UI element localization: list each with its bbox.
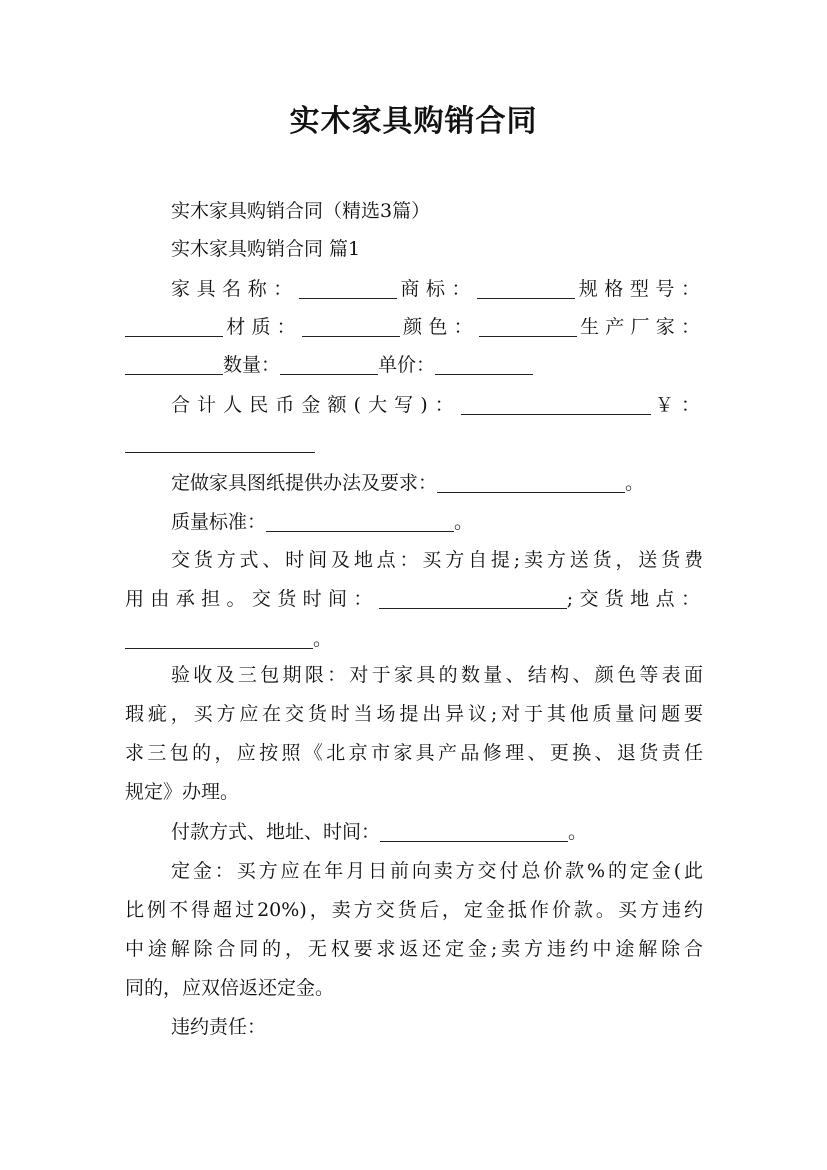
custom-drawing-blank xyxy=(437,468,625,493)
quantity-blank xyxy=(280,350,378,375)
payment-label: 付款方式、地址、时间： xyxy=(171,821,381,843)
payment-line xyxy=(125,813,703,851)
quality-period: 。 xyxy=(454,511,474,533)
deposit-line-2: 比例不得超过20%)，卖方交货后，定金抵作价款。买方违约 xyxy=(125,899,703,921)
delivery-time-label: 用由承担。交货时间： xyxy=(125,588,379,610)
deposit-line-1: 定金：买方应在年月日前向卖方交付总价款%的定金(此 xyxy=(171,860,703,882)
document-title: 实木家具购销合同 xyxy=(289,104,538,139)
color-label: 颜色： xyxy=(399,316,479,338)
furniture-name-label: 家具名称： xyxy=(171,278,299,300)
custom-drawing-label: 定做家具图纸提供办法及要求： xyxy=(171,472,438,494)
deposit-line-3: 中途解除合同的，无权要求返还定金;卖方违约中途解除合 xyxy=(125,938,703,960)
material-label: 材质： xyxy=(223,316,302,338)
acceptance-line-3: 求三包的，应按照《北京市家具产品修理、更换、退货责任 xyxy=(125,742,703,764)
total-amount-line xyxy=(125,386,703,424)
acceptance-line-1: 验收及三包期限：对于家具的数量、结构、颜色等表面 xyxy=(171,664,703,686)
delivery-period: 。 xyxy=(313,628,333,650)
payment-period: 。 xyxy=(568,821,588,843)
manufacturer-label: 生产厂家： xyxy=(576,316,703,338)
fields-line-2 xyxy=(125,308,703,346)
acceptance-line-4: 规定》办理。 xyxy=(125,781,240,803)
acceptance-line-2: 瑕疵，买方应在交货时当场提出异议;对于其他质量问题要 xyxy=(125,703,703,725)
custom-drawing-period: 。 xyxy=(625,472,645,494)
delivery-place-blank xyxy=(125,624,313,649)
fields-line-3 xyxy=(125,346,703,384)
quantity-label: 数量： xyxy=(223,354,281,376)
material-blank xyxy=(302,312,400,337)
delivery-line-1: 交货方式、时间及地点：买方自提;卖方送货，送货费 xyxy=(171,549,703,571)
delivery-place-label: ;交货地点： xyxy=(566,588,703,610)
delivery-line-3 xyxy=(125,620,703,658)
liability-line: 违约责任： xyxy=(171,1016,267,1038)
delivery-line-2 xyxy=(125,580,703,618)
yen-label: ￥： xyxy=(650,394,703,416)
unit-price-label: 单价： xyxy=(378,354,436,376)
deposit-line-4: 同的，应双倍返还定金。 xyxy=(125,977,335,999)
custom-drawing-line xyxy=(125,464,703,502)
payment-blank xyxy=(380,817,568,842)
furniture-name-blank xyxy=(299,274,397,299)
brand-label: 商标： xyxy=(396,278,478,300)
total-amount-blank xyxy=(461,390,651,415)
quality-blank xyxy=(266,507,454,532)
yen-blank xyxy=(125,428,315,453)
intro-line: 实木家具购销合同（精选3篇） xyxy=(171,200,431,222)
spec-model-blank xyxy=(125,312,223,337)
color-blank xyxy=(479,312,577,337)
spec-model-label: 规格型号： xyxy=(575,278,703,300)
manufacturer-blank xyxy=(125,350,223,375)
quality-line xyxy=(125,503,703,541)
brand-blank xyxy=(477,274,575,299)
unit-price-blank xyxy=(435,350,533,375)
yen-line xyxy=(125,424,703,462)
section-heading: 实木家具购销合同 篇1 xyxy=(171,238,361,260)
total-amount-label: 合计人民币金额(大写)： xyxy=(171,394,461,416)
fields-line-1 xyxy=(125,270,703,308)
quality-label: 质量标准： xyxy=(171,511,267,533)
delivery-time-blank xyxy=(379,584,567,609)
